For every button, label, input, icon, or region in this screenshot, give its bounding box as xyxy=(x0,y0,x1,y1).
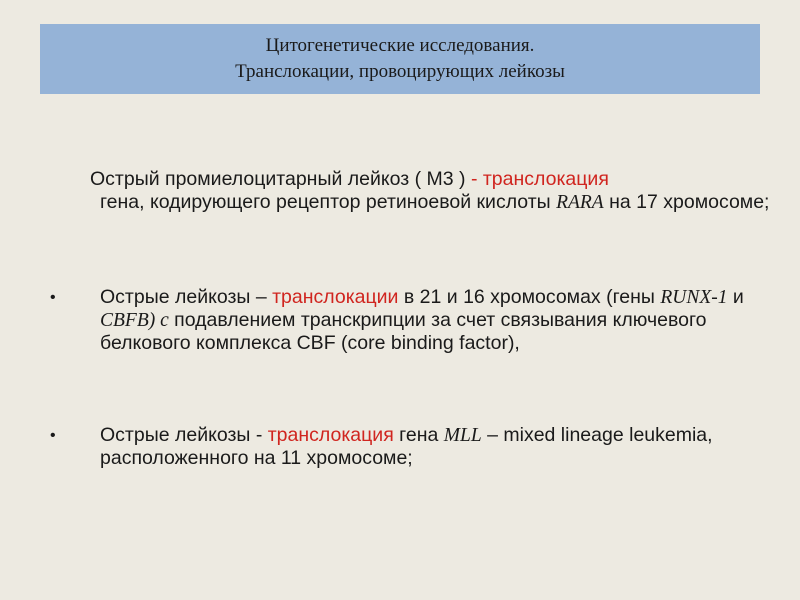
paragraph-mll xyxy=(100,424,790,470)
paragraph-m3-text-1: Острый промиелоцитарный лейкоз ( М3 ) xyxy=(90,168,471,190)
paragraph-m3-text-3: гена, кодирующего рецептор ретиноевой кислоты xyxy=(100,191,557,213)
paragraph-runx1-text-7: подавлением транскрипции за счет связывания ключевого белкового комплекса CBF (core binding factor), xyxy=(100,309,707,354)
paragraph-mll-text-1: Острые лейкозы - xyxy=(100,424,268,446)
paragraph-runx1-text-3: в 21 и 16 хромосомах (гены xyxy=(398,286,661,308)
paragraph-m3-highlight: - транслокация xyxy=(470,168,609,190)
gene-rara: RARA xyxy=(556,192,604,213)
gene-mll: MLL xyxy=(443,425,482,446)
bullet-icon: • xyxy=(50,289,56,306)
gene-runx1: RUNX-1 xyxy=(660,287,728,308)
paragraph-runx1-text-5: и xyxy=(727,286,744,308)
paragraph-m3-first-line xyxy=(90,168,790,191)
title-line-1: Цитогенетические исследования. xyxy=(265,35,535,56)
paragraph-runx1-text-1: Острые лейкозы – xyxy=(100,286,273,308)
title-line-2: Транслокации, провоцирующих лейкозы xyxy=(235,61,565,82)
paragraph-runx1-highlight: транслокации xyxy=(272,286,399,308)
paragraph-mll-text-5: – mixed lineage leukemia, расположенного на 11 хромосоме; xyxy=(100,424,713,469)
gene-cbfb: CBFB) с xyxy=(100,310,169,331)
paragraph-mll-text-3: гена xyxy=(393,424,444,446)
slide-title xyxy=(40,24,760,94)
paragraph-runx1 xyxy=(100,286,790,355)
paragraph-m3 xyxy=(90,168,790,214)
paragraph-m3-rest xyxy=(100,191,790,214)
paragraph-mll-highlight: транслокация xyxy=(267,424,394,446)
paragraph-m3-text-5: на 17 хромосоме; xyxy=(603,191,770,213)
bullet-icon: • xyxy=(50,427,56,444)
